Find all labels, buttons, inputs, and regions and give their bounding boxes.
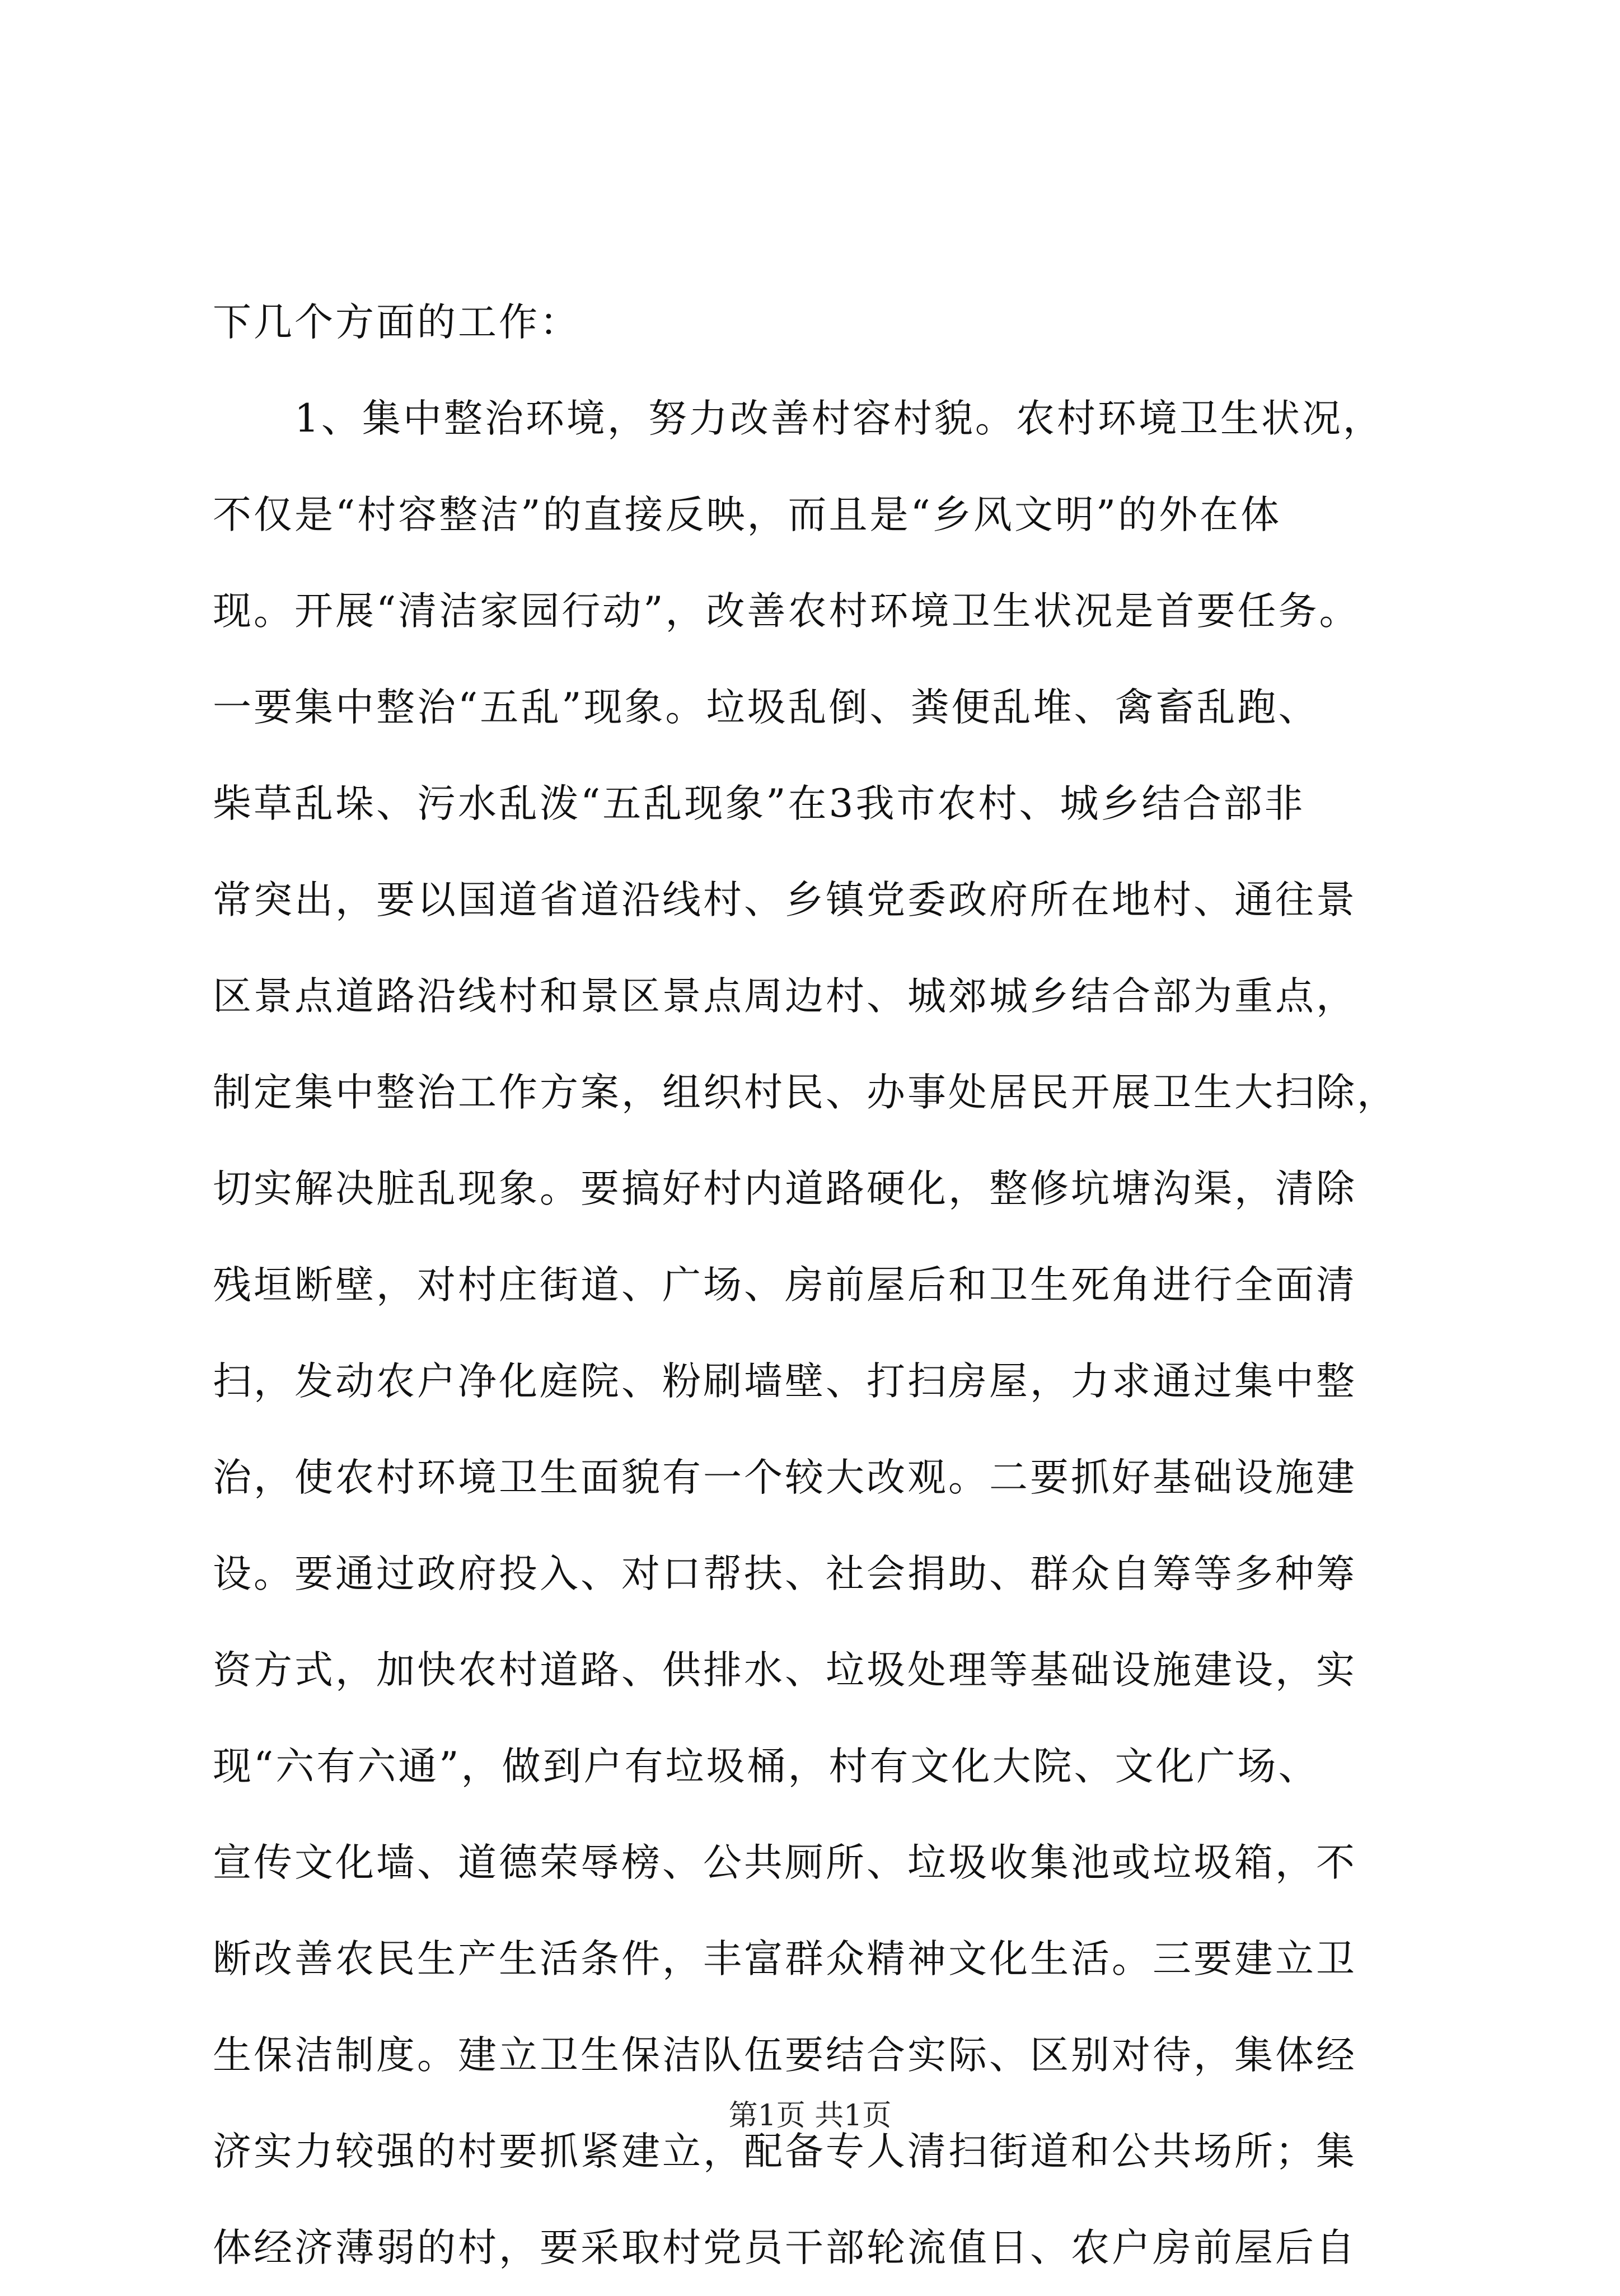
text-line: 治，使农村环境卫生面貌有一个较大改观。二要抓好基础设施建: [213, 1455, 1357, 1500]
text-line: 下几个方面的工作：: [213, 300, 580, 345]
page-number: 第1页 共1页: [728, 2099, 892, 2133]
text-line: 切实解决脏乱现象。要搞好村内道路硬化，整修坑塘沟渠，清除: [213, 1166, 1357, 1211]
text-line: 制定集中整治工作方案，组织村民、办事处居民开展卫生大扫除，: [213, 1070, 1398, 1115]
text-line: 断改善农民生产生活条件，丰富群众精神文化生活。三要建立卫: [213, 1937, 1357, 1981]
text-line: 扫，发动农户净化庭院、粉刷墙壁、打扫房屋，力求通过集中整: [213, 1359, 1357, 1404]
text-line: 一要集中整治“五乱”现象。垃圾乱倒、粪便乱堆、禽畜乱跑、: [213, 685, 1319, 730]
text-line: 区景点道路沿线村和景区景点周边村、城郊城乡结合部为重点，: [213, 974, 1357, 1019]
text-line: 资方式，加快农村道路、供排水、垃圾处理等基础设施建设，实: [213, 1648, 1357, 1693]
text-line: 生保洁制度。建立卫生保洁队伍要结合实际、区别对待，集体经: [213, 2033, 1357, 2078]
text-line: 济实力较强的村要抓紧建立，配备专人清扫街道和公共场所；集: [213, 2129, 1357, 2174]
text-line: 设。要通过政府投入、对口帮扶、社会捐助、群众自筹等多种筹: [213, 1552, 1357, 1596]
text-line: 不仅是“村容整洁”的直接反映，而且是“乡风文明”的外在体: [213, 493, 1282, 537]
text-line: 残垣断壁，对村庄街道、广场、房前屋后和卫生死角进行全面清: [213, 1263, 1357, 1308]
text-line: 现“六有六通”，做到户有垃圾桶，村有文化大院、文化广场、: [213, 1744, 1319, 1789]
text-line: 柴草乱垛、污水乱泼“五乱现象”在3我市农村、城乡结合部非: [213, 781, 1305, 826]
text-line: 常突出，要以国道省道沿线村、乡镇党委政府所在地村、通往景: [213, 878, 1357, 922]
text-line: 宣传文化墙、道德荣辱榜、公共厕所、垃圾收集池或垃圾箱，不: [213, 1840, 1357, 1885]
text-line: 1、集中整治环境，努力改善村容村貌。农村环境卫生状况，: [213, 396, 1384, 441]
page-footer: [0, 2093, 1620, 2138]
text-line: 现。开展“清洁家园行动”，改善农村环境卫生状况是首要任务。: [213, 589, 1360, 634]
document-body: [213, 274, 1416, 2296]
text-line: 体经济薄弱的村，要采取村党员干部轮流值日、农户房前屋后自: [213, 2225, 1357, 2270]
